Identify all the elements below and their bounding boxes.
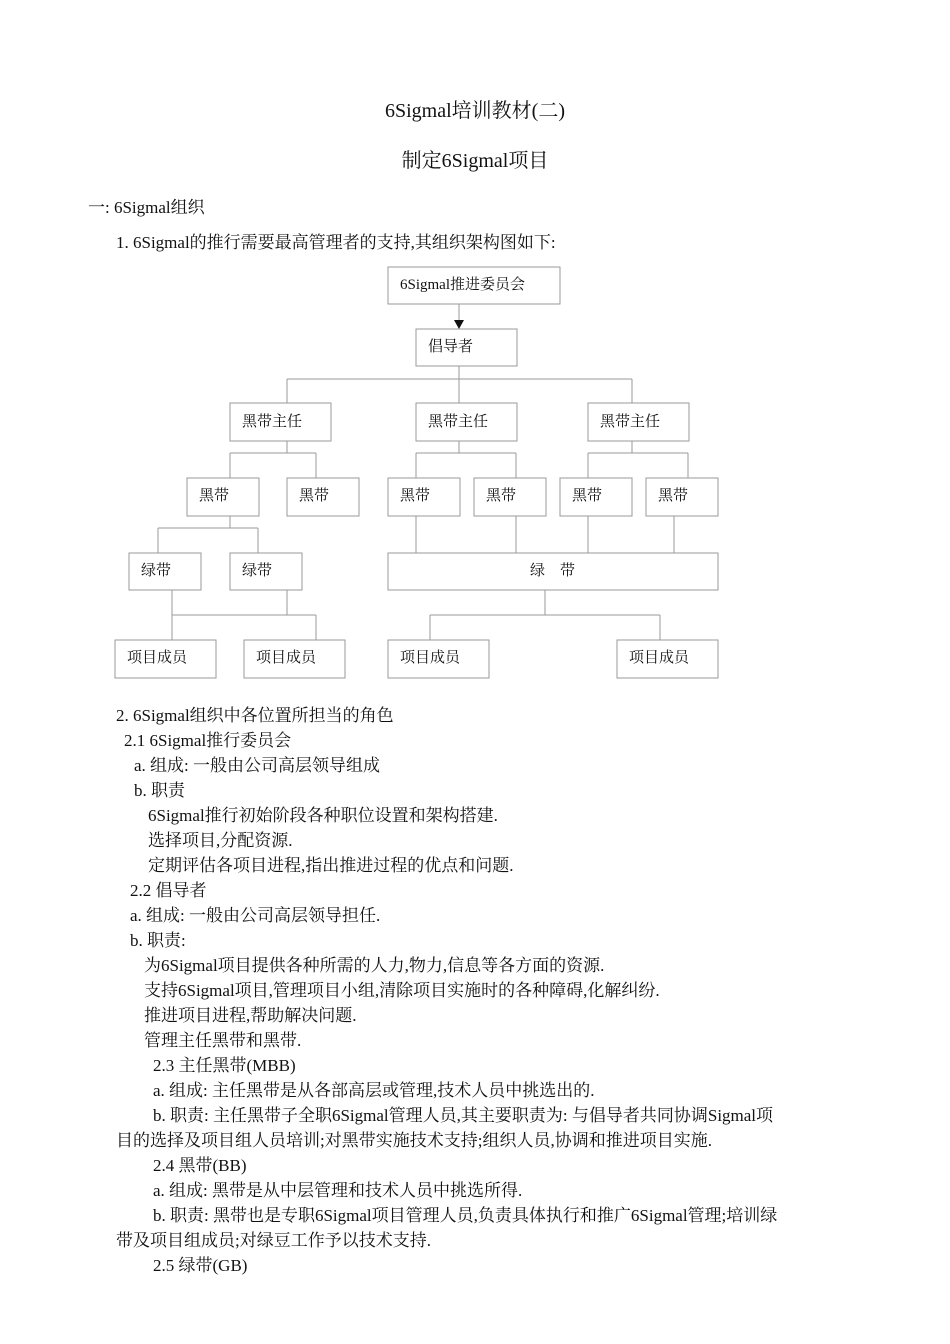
node-gb-wide-label: 绿 带 xyxy=(530,563,576,579)
node-bb-6 xyxy=(646,478,718,516)
list-item: a. 组成: 主任黑带是从各部高层或管理,技术人员中挑选出的. xyxy=(153,1081,595,1100)
list-item: b. 职责: xyxy=(130,931,186,950)
list-item: a. 组成: 一般由公司高层领导组成 xyxy=(134,756,381,775)
node-bb-label: 黑带 xyxy=(400,488,431,504)
node-bb-label: 黑带 xyxy=(199,488,230,504)
node-master-bb-3 xyxy=(588,403,689,441)
node-committee xyxy=(388,267,560,304)
node-member-label: 项目成员 xyxy=(127,650,188,666)
list-item: a. 组成: 黑带是从中层管理和技术人员中挑选所得. xyxy=(153,1181,523,1200)
document-title: 6Sigmal培训教材(二) xyxy=(385,100,565,122)
subsection-title: 2.4 黑带(BB) xyxy=(153,1156,247,1175)
arrow-down-icon xyxy=(454,320,464,329)
node-bb-5 xyxy=(560,478,632,516)
node-bb-label: 黑带 xyxy=(658,488,689,504)
node-member-3 xyxy=(388,640,489,678)
node-bb-label: 黑带 xyxy=(299,488,330,504)
node-master-bb-label: 黑带主任 xyxy=(428,414,489,430)
node-member-label: 项目成员 xyxy=(400,650,461,666)
node-bb-4 xyxy=(474,478,546,516)
document-subtitle: 制定6Sigmal项目 xyxy=(401,150,549,172)
roles-heading: 2. 6Sigmal组织中各位置所担当的角色 xyxy=(116,706,394,725)
subsection-title: 2.5 绿带(GB) xyxy=(153,1256,248,1275)
node-gb-label: 绿带 xyxy=(242,563,273,579)
list-item: 支持6Sigmal项目,管理项目小组,清除项目实施时的各种障碍,化解纠纷. xyxy=(144,981,660,1000)
list-item: 带及项目组成员;对绿豆工作予以技术支持. xyxy=(116,1231,431,1250)
node-gb-label: 绿带 xyxy=(141,563,172,579)
node-master-bb-label: 黑带主任 xyxy=(242,414,303,430)
node-sponsor-label: 倡导者 xyxy=(428,339,474,355)
node-gb-1 xyxy=(129,553,201,590)
node-bb-label: 黑带 xyxy=(486,488,517,504)
subsection-title: 2.2 倡导者 xyxy=(130,881,207,900)
subsection-title: 2.3 主任黑带(MBB) xyxy=(153,1056,296,1075)
node-sponsor xyxy=(416,329,517,366)
node-bb-2 xyxy=(287,478,359,516)
node-master-bb-2 xyxy=(416,403,517,441)
node-member-label: 项目成员 xyxy=(629,650,690,666)
org-intro: 1. 6Sigmal的推行需要最高管理者的支持,其组织架构图如下: xyxy=(116,233,556,252)
list-item: 推进项目进程,帮助解决问题. xyxy=(144,1006,357,1025)
node-master-bb-1 xyxy=(230,403,331,441)
node-member-label: 项目成员 xyxy=(256,650,317,666)
node-bb-label: 黑带 xyxy=(572,488,603,504)
node-member-2 xyxy=(244,640,345,678)
list-item: 为6Sigmal项目提供各种所需的人力,物力,信息等各方面的资源. xyxy=(144,956,605,975)
node-committee-label: 6Sigmal推进委员会 xyxy=(400,277,526,293)
list-item: b. 职责: 黑带也是专职6Sigmal项目管理人员,负责具体执行和推广6Sigmal管理;培训绿 xyxy=(153,1206,778,1225)
list-item: 定期评估各项目进程,指出推进过程的优点和问题. xyxy=(148,856,514,875)
list-item: b. 职责: 主任黑带子全职6Sigmal管理人员,其主要职责为: 与倡导者共同协调Sigmal项 xyxy=(153,1106,774,1125)
list-item: a. 组成: 一般由公司高层领导担任. xyxy=(130,906,381,925)
node-bb-1 xyxy=(187,478,259,516)
list-item: 管理主任黑带和黑带. xyxy=(144,1031,302,1050)
list-item: 6Sigmal推行初始阶段各种职位设置和架构搭建. xyxy=(148,806,498,825)
subsection-title: 2.1 6Sigmal推行委员会 xyxy=(124,731,292,750)
section-heading: 一: 6Sigmal组织 xyxy=(88,198,205,217)
node-master-bb-label: 黑带主任 xyxy=(600,414,661,430)
node-member-1 xyxy=(115,640,216,678)
list-item: 目的选择及项目组人员培训;对黑带实施技术支持;组织人员,协调和推进项目实施. xyxy=(116,1131,712,1150)
list-item: b. 职责 xyxy=(134,781,185,800)
node-bb-3 xyxy=(388,478,460,516)
node-gb-wide xyxy=(388,553,718,590)
node-member-4 xyxy=(617,640,718,678)
list-item: 选择项目,分配资源. xyxy=(148,831,293,850)
node-gb-2 xyxy=(230,553,302,590)
